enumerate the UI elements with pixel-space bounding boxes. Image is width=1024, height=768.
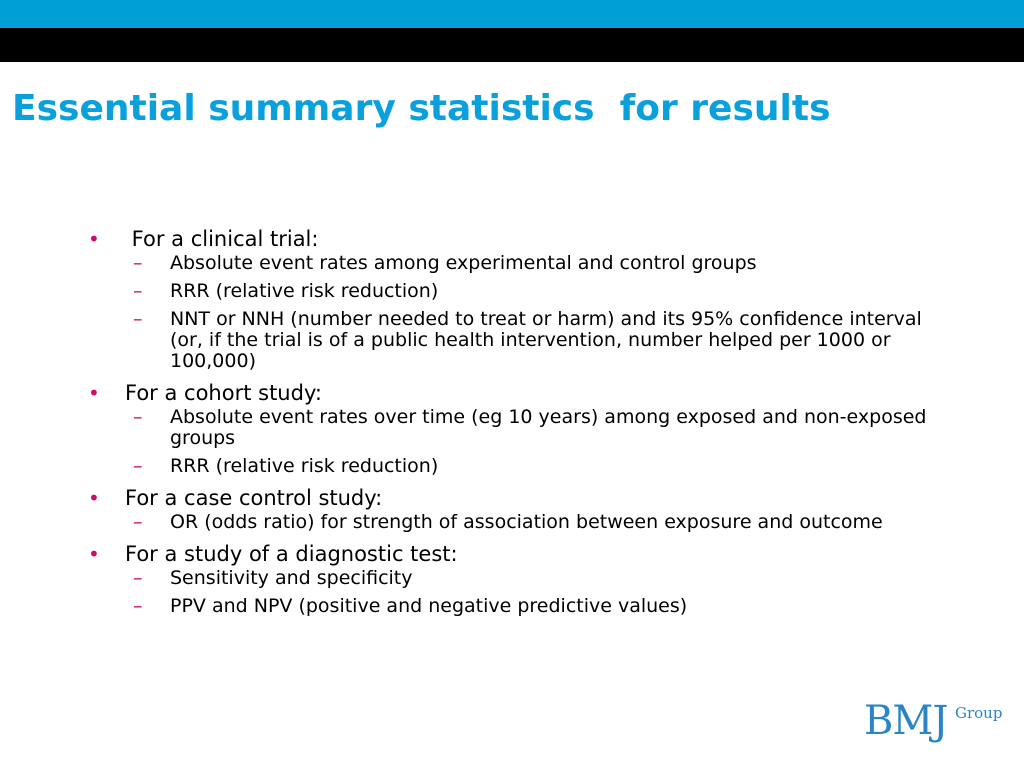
logo-subtext: Group <box>955 704 1003 722</box>
sub-list <box>133 512 988 533</box>
sub-item-text: Sensitivity and specificity <box>170 567 413 589</box>
bullet-item-clinical-trial <box>88 225 988 372</box>
bullet-text: For a cohort study: <box>125 381 322 405</box>
top-accent-bar <box>0 0 1024 28</box>
dash-marker: – <box>133 455 143 477</box>
bullet-item-cohort-study <box>88 379 988 477</box>
sub-item <box>133 407 988 449</box>
bullet-text: For a study of a diagnostic test: <box>125 542 458 566</box>
sub-item-text: PPV and NPV (positive and negative predictive values) <box>170 595 688 617</box>
dash-marker: – <box>133 280 143 302</box>
sub-item-text: Absolute event rates among experimental and control groups <box>170 252 757 274</box>
dash-marker: – <box>133 308 143 330</box>
header-band <box>0 28 1024 62</box>
sub-item <box>133 309 988 372</box>
sub-item-text: NNT or NNH (number needed to treat or harm) and its 95% confidence interval (or, if the trial is of a public health intervention, number helped per 1000 or 100,000) <box>170 308 922 372</box>
dash-marker: – <box>133 406 143 428</box>
sub-list <box>133 568 988 617</box>
sub-item-text: OR (odds ratio) for strength of association between exposure and outcome <box>170 511 883 533</box>
bullet-marker: • <box>88 486 100 510</box>
sub-item <box>133 512 988 533</box>
bullet-text: For a clinical trial: <box>125 227 319 251</box>
bmj-group-logo <box>864 696 1014 756</box>
sub-list <box>133 407 988 477</box>
dash-marker: – <box>133 511 143 533</box>
sub-item <box>133 281 988 302</box>
sub-item <box>133 456 988 477</box>
slide-title: Essential summary statistics for results <box>12 88 831 129</box>
sub-item <box>133 568 988 589</box>
logo-wordmark: BMJ <box>864 698 948 744</box>
bullet-marker: • <box>88 381 100 405</box>
sub-item <box>133 253 988 274</box>
bullet-item-diagnostic-test <box>88 540 988 617</box>
bullet-list <box>88 225 988 617</box>
sub-item-text: RRR (relative risk reduction) <box>170 280 439 302</box>
bullet-item-case-control-study <box>88 484 988 533</box>
dash-marker: – <box>133 252 143 274</box>
sub-item <box>133 596 988 617</box>
bullet-marker: • <box>88 542 100 566</box>
sub-list <box>133 253 988 372</box>
sub-item-text: RRR (relative risk reduction) <box>170 455 439 477</box>
dash-marker: – <box>133 567 143 589</box>
content-area <box>88 225 988 624</box>
sub-item-text: Absolute event rates over time (eg 10 years) among exposed and non-exposed groups <box>170 406 927 449</box>
bullet-marker: • <box>88 227 100 251</box>
bullet-text: For a case control study: <box>125 486 383 510</box>
dash-marker: – <box>133 595 143 617</box>
